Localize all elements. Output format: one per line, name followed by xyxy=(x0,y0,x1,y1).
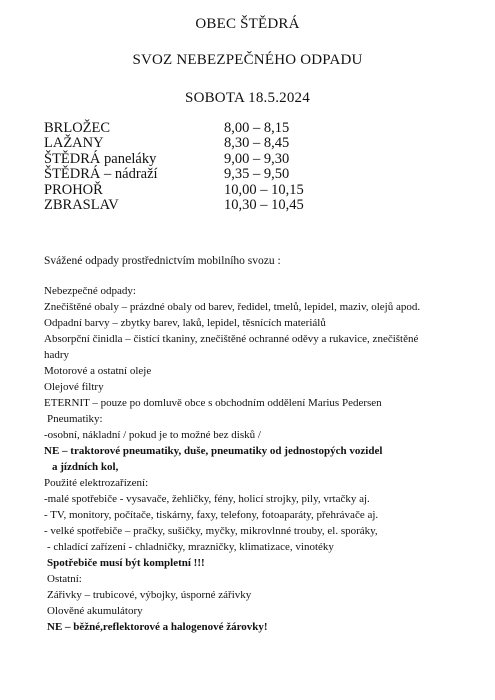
section-heading: Použité elektrozařízení: xyxy=(44,477,149,489)
list-item: Olověné akumulátory xyxy=(47,605,143,617)
collection-intro: Svážené odpady prostřednictvím mobilního svozu : xyxy=(44,255,281,267)
schedule-table xyxy=(44,121,344,213)
list-item: - velké spotřebiče – pračky, sušičky, myčky, mikrovlnné trouby, el. sporáky, xyxy=(44,525,378,537)
section-heading: Pneumatiky: xyxy=(47,413,103,425)
schedule-time: 9,35 – 9,50 xyxy=(224,166,290,183)
schedule-place: BRLOŽEC xyxy=(44,120,111,136)
list-item: - TV, monitory, počítače, tiskárny, faxy, telefony, fotoaparáty, přehrávače aj. xyxy=(44,509,379,521)
schedule-row xyxy=(44,152,344,167)
schedule-place: ŠTĚDRÁ paneláky xyxy=(44,150,157,167)
section-heading: Ostatní: xyxy=(47,573,82,585)
schedule-time: 10,00 – 10,15 xyxy=(224,181,304,198)
list-item: -osobní, nákladní / pokud je to možné bez disků / xyxy=(44,429,261,441)
schedule-time: 10,30 – 10,45 xyxy=(224,196,304,213)
event-date: SOBOTA 18.5.2024 xyxy=(185,90,310,106)
list-item: Odpadní barvy – zbytky barev, laků, lepidel, těsnících materiálů xyxy=(44,317,326,329)
warning-text: Spotřebiče musí být kompletní !!! xyxy=(47,557,205,569)
warning-text: NE – traktorové pneumatiky, duše, pneumatiky od jednostopých vozidel xyxy=(44,445,383,457)
schedule-place: ŠTĚDRÁ – nádraží xyxy=(44,166,158,183)
schedule-row xyxy=(44,183,344,198)
list-item: Olejové filtry xyxy=(44,381,104,393)
list-item: hadry xyxy=(44,349,70,361)
schedule-row xyxy=(44,136,344,151)
list-item: Znečištěné obaly – prázdné obaly od barev, ředidel, tmelů, lepidel, maziv, olejů apod. xyxy=(44,301,421,313)
schedule-place: ZBRASLAV xyxy=(44,196,119,213)
municipality-title: OBEC ŠTĚDRÁ xyxy=(195,16,300,32)
waste-list xyxy=(44,283,484,635)
event-title: SVOZ NEBEZPEČNÉHO ODPADU xyxy=(132,52,363,68)
schedule-time: 9,00 – 9,30 xyxy=(224,150,290,167)
list-item: - chladící zařízení - chladničky, mrazničky, klimatizace, vinotéky xyxy=(47,541,334,553)
list-item: -malé spotřebiče - vysavače, žehličky, fény, holicí strojky, pily, vrtačky aj. xyxy=(44,493,370,505)
list-item: Absorpční činidla – čistící tkaniny, znečištěné ochranné oděvy a rukavice, znečištěné xyxy=(44,333,419,345)
list-item: ETERNIT – pouze po domluvě obce s obchodním oddělení Marius Pedersen xyxy=(44,397,382,409)
section-heading: Nebezpečné odpady: xyxy=(44,285,136,297)
schedule-row xyxy=(44,198,344,213)
schedule-row xyxy=(44,167,344,182)
schedule-time: 8,30 – 8,45 xyxy=(224,135,290,152)
schedule-place: PROHOŘ xyxy=(44,181,103,198)
list-item: Zářivky – trubicové, výbojky, úsporné zářivky xyxy=(47,589,252,601)
warning-text: NE – běžné,reflektorové a halogenové žárovky! xyxy=(47,621,268,633)
schedule-time: 8,00 – 8,15 xyxy=(224,120,290,136)
schedule-place: LAŽANY xyxy=(44,135,104,152)
warning-text: a jízdních kol, xyxy=(52,461,119,473)
list-item: Motorové a ostatní oleje xyxy=(44,365,152,377)
